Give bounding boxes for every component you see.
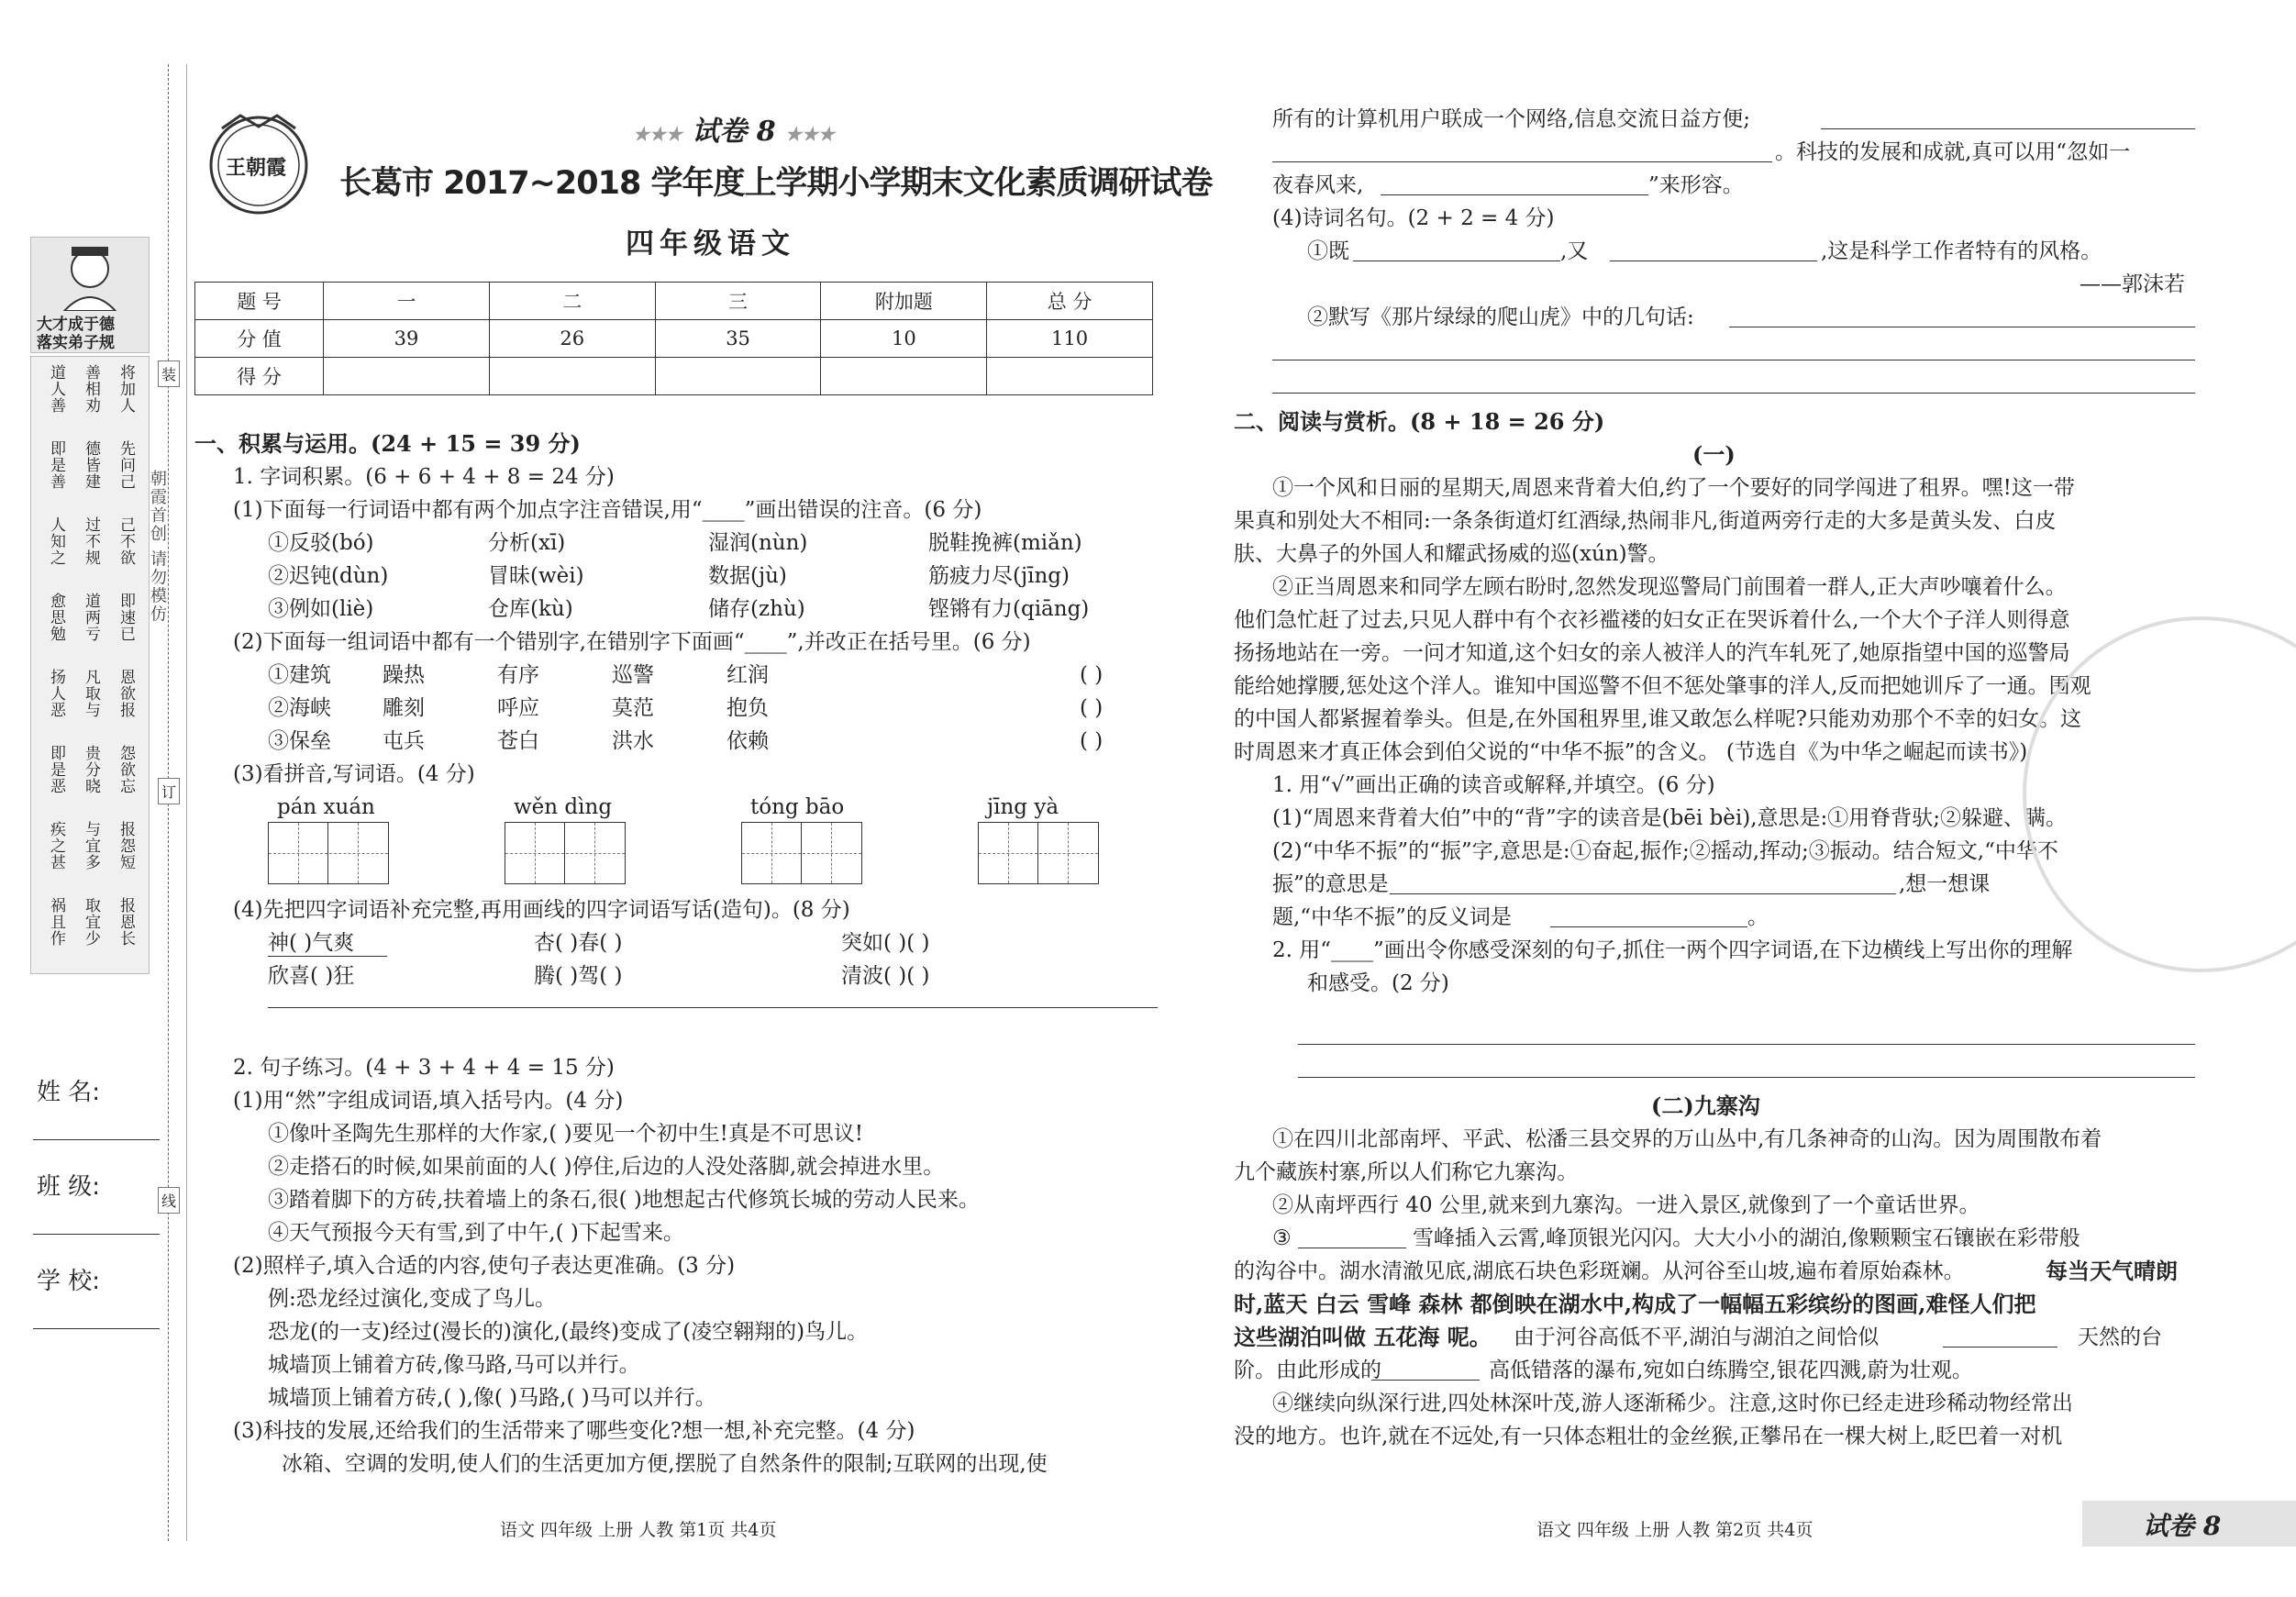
passage-line: ①一个风和日丽的星期天,周恩来背着大伯,约了一个要好的同学闯进了租界。嘿!这一带 xyxy=(1272,476,2075,500)
motto-column: 过不规 xyxy=(82,516,100,566)
answer-blank[interactable] xyxy=(1550,926,1747,927)
student-field-line[interactable] xyxy=(33,1328,160,1329)
page2-footer: 语文 四年级 上册 人教 第2页 共4页 xyxy=(1536,1520,1814,1540)
answer-blank[interactable] xyxy=(1390,893,1896,894)
word-item: 依赖 xyxy=(727,729,769,753)
word-item: 屯兵 xyxy=(383,729,425,753)
idiom-item: 欣喜( )狂 xyxy=(268,964,355,988)
passage-line: 阶。由此形成的 xyxy=(1234,1359,1381,1382)
pinyin-item: ②迟钝(dùn) xyxy=(268,564,389,588)
passage-line: 这些湖泊叫做 五花海 呢。 xyxy=(1234,1324,1492,1350)
binding-line-right xyxy=(186,64,187,1541)
word-item: 抱负 xyxy=(727,696,769,720)
exam-title: 长葛市 2017~2018 学年度上学期小学期末文化素质调研试卷 xyxy=(339,165,1213,202)
text-line: ①像叶圣陶先生那样的大作家,( )要见一个初中生!真是不可思议! xyxy=(268,1122,864,1146)
text-line: (2)“中华不振”的“振”字,意思是:①奋起,振作;②摇动,挥动;③振动。结合短文,“中华不 xyxy=(1272,839,2058,863)
motto-column: 先问己 xyxy=(116,440,135,490)
idiom-underline xyxy=(268,956,387,957)
corner-label: 试卷 8 xyxy=(2143,1511,2222,1541)
passage-line: 高低错落的瀑布,宛如白练腾空,银花四溅,蔚为壮观。 xyxy=(1489,1359,1973,1382)
motto-column: 与宜多 xyxy=(82,821,100,871)
text-line: ①既 xyxy=(1307,239,1349,263)
idiom-item: 突如( )( ) xyxy=(841,931,930,955)
question-title: (1)下面每一行词语中都有两个加点字注音错误,用“____”画出错误的注音。(6 分) xyxy=(233,498,982,522)
motto-top: 大才成于德 xyxy=(37,316,115,334)
text-line: 。科技的发展和成就,真可以用“忽如一 xyxy=(1775,140,2131,164)
pinyin-item: 数据(jù) xyxy=(708,564,787,588)
passage-line: 能给她撑腰,惩处这个洋人。谁知中国巡警不但不惩处肇事的洋人,反而把她训斥了一通。围观 xyxy=(1234,674,2091,698)
subject-title: 四年级语文 xyxy=(626,227,795,261)
passage-line: ②正当周恩来和同学左顾右盼时,忽然发现巡警局门前围着一群人,正大声吵嚷着什么。 xyxy=(1272,575,2067,599)
score-row-header: 分 值 xyxy=(195,320,324,358)
score-table xyxy=(194,282,1153,395)
question-title: (3)看拼音,写词语。(4 分) xyxy=(233,762,475,786)
scholar-figure-icon xyxy=(31,238,149,311)
passage-line: 他们急忙赶了过去,只见人群中有个衣衫褴褛的妇女正在哭诉着什么,一个大个子洋人则得意 xyxy=(1234,608,2070,632)
score-cell-input[interactable] xyxy=(655,358,821,395)
question-title: (4)诗词名句。(2 + 2 = 4 分) xyxy=(1272,206,1555,230)
passage-title: (一) xyxy=(1692,441,1736,468)
text-line: ,又 xyxy=(1560,239,1589,263)
text-line: 恐龙(的一支)经过(漫长的)演化,(最终)变成了(凌空翱翔的)鸟儿。 xyxy=(268,1320,869,1344)
text-line: ③踏着脚下的方砖,扶着墙上的条石,很( )地想起古代修筑长城的劳动人民来。 xyxy=(268,1188,980,1212)
score-row xyxy=(195,320,1153,358)
text-line: ,这是科学工作者特有的风格。 xyxy=(1821,239,2102,263)
score-row-header: 题 号 xyxy=(195,283,324,320)
motto-column: 道两亏 xyxy=(82,593,100,642)
idiom-item: 清波( )( ) xyxy=(841,964,930,988)
text-line: 振”的意思是 xyxy=(1272,872,1389,896)
passage-line: ③ xyxy=(1272,1226,1292,1250)
passage-line: 没的地方。也许,就在不远处,有一只体态粗壮的金丝猴,正攀吊在一棵大树上,眨巴着一对机 xyxy=(1234,1425,2063,1448)
score-cell-input[interactable] xyxy=(489,358,655,395)
motto-column: 恩欲报 xyxy=(116,669,135,718)
score-cell: 10 xyxy=(821,320,987,358)
motto-column: 即是恶 xyxy=(47,745,65,794)
section-heading: 二、阅读与赏析。(8 + 18 = 26 分) xyxy=(1234,408,1605,435)
score-cell: 三 xyxy=(655,283,821,320)
score-cell: 二 xyxy=(489,283,655,320)
passage-line: 的中国人都紧握着拳头。但是,在外国租界里,谁又敢怎么样呢?只能劝劝那个不幸的妇女。这 xyxy=(1234,707,2081,731)
idiom-item: 杏( )春( ) xyxy=(534,931,623,955)
student-field-line[interactable] xyxy=(33,1139,160,1140)
question-title: (2)下面每一组词语中都有一个错别字,在错别字下面画“____”,并改正在括号里。(6 分) xyxy=(233,630,1031,654)
student-field-label: 学 校: xyxy=(37,1268,101,1295)
answer-blank[interactable] xyxy=(1371,1380,1480,1381)
passage-line: 每当天气晴朗 xyxy=(2046,1258,2178,1284)
score-cell: 总 分 xyxy=(987,283,1153,320)
score-cell: 39 xyxy=(324,320,490,358)
passage-line: 天然的台 xyxy=(2078,1325,2162,1349)
word-item: ②海峡 xyxy=(268,696,331,720)
motto-column: 人知之 xyxy=(47,516,65,566)
motto-column: 愈思勉 xyxy=(47,593,65,642)
score-cell-input[interactable] xyxy=(821,358,987,395)
brand-logo xyxy=(194,108,323,218)
question-title: 2. 句子练习。(4 + 3 + 4 + 4 = 15 分) xyxy=(233,1056,615,1080)
pinyin-item: 铿锵有力(qiāng) xyxy=(928,597,1090,621)
word-item: 躁热 xyxy=(383,663,425,687)
section-heading: 一、积累与运用。(24 + 15 = 39 分) xyxy=(194,430,581,457)
word-item: ③保垒 xyxy=(268,729,331,753)
text-line: 例:恐龙经过演化,变成了鸟儿。 xyxy=(268,1287,557,1311)
question-title: (3)科技的发展,还给我们的生活带来了哪些变化?想一想,补充完整。(4 分) xyxy=(233,1419,915,1443)
word-item: 红润 xyxy=(727,663,769,687)
answer-blank: ( ) xyxy=(1080,696,1104,720)
passage-line: 雪峰插入云霄,峰顶银光闪闪。大大小小的湖泊,像颗颗宝石镶嵌在彩带般 xyxy=(1413,1226,2080,1250)
question-title: 1. 用“√”画出正确的读音或解释,并填空。(6 分) xyxy=(1272,773,1715,797)
writing-grid[interactable] xyxy=(978,822,1099,884)
word-item: 洪水 xyxy=(612,729,654,753)
text-line: 夜春风来, xyxy=(1272,173,1364,197)
motto-column: 即是善 xyxy=(47,440,65,490)
text-line: 。 xyxy=(1747,905,1769,929)
student-field-line[interactable] xyxy=(33,1234,160,1235)
answer-blank[interactable] xyxy=(1298,1044,2195,1045)
cartoon-badge xyxy=(30,237,150,353)
answer-blank[interactable] xyxy=(1272,393,2195,394)
motto-column: 即速已 xyxy=(116,593,135,642)
text-line: ②走搭石的时候,如果前面的人( )停住,后边的人没处落脚,就会掉进水里。 xyxy=(268,1155,945,1179)
grid-pinyin: tóng bāo xyxy=(750,795,845,819)
brand-name: 王朝霞 xyxy=(226,156,287,180)
writing-grid[interactable] xyxy=(741,822,862,884)
idiom-item: 神( )气爽 xyxy=(268,931,355,955)
writing-grid[interactable] xyxy=(505,822,626,884)
answer-blank[interactable] xyxy=(1298,1077,2195,1078)
passage-line: 肤、大鼻子的外国人和耀武扬威的巡(xún)警。 xyxy=(1234,542,1669,566)
answer-blank[interactable] xyxy=(1381,194,1648,195)
passage-line: 的沟谷中。湖水清澈见底,湖底石块色彩斑斓。从河谷至山坡,遍布着原始森林。 xyxy=(1234,1259,1965,1283)
series-label: ★★★ 试卷 8 ★★★ xyxy=(633,116,835,148)
text-line: 冰箱、空调的发明,使人们的生活更加方便,摆脱了自然条件的限制;互联网的出现,使 xyxy=(282,1452,1048,1476)
passage-line: ④继续向纵深行进,四处林深叶茂,游人逐渐稀少。注意,这时你已经走进珍稀动物经常出 xyxy=(1272,1392,2073,1415)
answer-blank: ( ) xyxy=(1080,729,1104,753)
score-cell: 26 xyxy=(489,320,655,358)
side-note: 朝霞首创 请勿模仿 xyxy=(148,470,167,624)
passage-line: 由于河谷高低不平,湖泊与湖泊之间恰似 xyxy=(1514,1325,1880,1349)
text-line: ”来形容。 xyxy=(1648,173,1744,197)
idiom-item: 腾( )驾( ) xyxy=(534,964,623,988)
motto-column: 德皆建 xyxy=(82,440,100,490)
score-row xyxy=(195,283,1153,320)
passage-line: 时周恩来才真正体会到伯父说的“中华不振”的含义。 (节选自《为中华之崛起而读书》) xyxy=(1234,740,2028,764)
score-cell-input[interactable] xyxy=(324,358,490,395)
question-title: (2)照样子,填入合适的内容,使句子表达更准确。(3 分) xyxy=(233,1254,736,1278)
word-item: 巡警 xyxy=(612,663,654,687)
motto-column: 凡取与 xyxy=(82,669,100,718)
score-row-header: 得 分 xyxy=(195,358,324,395)
grid-pinyin: wěn dìng xyxy=(514,795,613,819)
pinyin-item: 冒昧(wèi) xyxy=(488,564,584,588)
passage-line: 扬扬地站在一旁。一问才知道,这个妇女的亲人被洋人的汽车轧死了,她原指望中国的巡警局 xyxy=(1234,641,2070,665)
question-title: (1)用“然”字组成词语,填入括号内。(4 分) xyxy=(233,1089,624,1113)
motto-column: 取宜少 xyxy=(82,897,100,947)
pinyin-item: 分析(xī) xyxy=(488,531,566,555)
student-field-label: 班 级: xyxy=(37,1173,101,1201)
word-item: 莫范 xyxy=(612,696,654,720)
answer-blank: ( ) xyxy=(1080,663,1104,687)
motto-column: 善相劝 xyxy=(82,364,100,414)
word-item: 呼应 xyxy=(497,696,539,720)
binding-strip xyxy=(0,0,177,1597)
pinyin-item: 筋疲力尽(jīng) xyxy=(928,564,1070,588)
motto-column: 祸且作 xyxy=(47,897,65,947)
text-line: 城墙顶上铺着方砖,像马路,马可以并行。 xyxy=(268,1353,640,1377)
text-line: (1)“周恩来背着大伯”中的“背”字的读音是(bēi bèi),意思是:①用脊背驮;②躲避、瞒。 xyxy=(1272,806,2068,830)
grid-pinyin: pán xuán xyxy=(277,795,375,819)
motto-column: 疾之甚 xyxy=(47,821,65,871)
text-line: 和感受。(2 分) xyxy=(1307,971,1449,995)
passage-line: ②从南坪西行 40 公里,就来到九寨沟。一进入景区,就像到了一个童话世界。 xyxy=(1272,1193,1980,1217)
motto-column: 将加人 xyxy=(116,364,135,414)
text-line: ,想一想课 xyxy=(1899,872,1991,896)
side-line: 线 xyxy=(158,1187,180,1214)
pinyin-item: 储存(zhù) xyxy=(708,597,805,621)
student-field-label: 姓 名: xyxy=(37,1079,101,1106)
series-text: 试卷 8 xyxy=(692,116,776,148)
pinyin-item: 湿润(nùn) xyxy=(708,531,808,555)
page1-footer: 语文 四年级 上册 人教 第1页 共4页 xyxy=(500,1520,777,1540)
text-line: ——郭沫若 xyxy=(2080,272,2185,296)
text-line: 城墙顶上铺着方砖,( ),像( )马路,( )马可以并行。 xyxy=(268,1386,716,1410)
score-row xyxy=(195,358,1153,395)
question-title: 2. 用“____”画出令你感受深刻的句子,抓住一两个四字词语,在下边横线上写出你的理解 xyxy=(1272,938,2073,962)
passage-line: ①在四川北部南坪、平武、松潘三县交界的万山丛中,有几条神奇的山沟。因为周围散布着 xyxy=(1272,1127,2102,1151)
score-cell: 附加题 xyxy=(821,283,987,320)
score-cell: 35 xyxy=(655,320,821,358)
passage-title: (二)九寨沟 xyxy=(1651,1092,1760,1119)
motto-column: 怨欲忘 xyxy=(116,745,135,794)
motto-column: 贵分晓 xyxy=(82,745,100,794)
side-order: 订 xyxy=(158,778,180,804)
text-line: ④天气预报今天有雪,到了中午,( )下起雪来。 xyxy=(268,1221,684,1245)
side-seal: 装 xyxy=(158,360,180,387)
pinyin-item: ①反驳(bó) xyxy=(268,531,374,555)
answer-line[interactable] xyxy=(268,1007,1158,1008)
score-cell-input[interactable] xyxy=(987,358,1153,395)
score-cell: 110 xyxy=(987,320,1153,358)
writing-grid[interactable] xyxy=(268,822,389,884)
score-cell: 一 xyxy=(324,283,490,320)
corner-tab xyxy=(2082,1501,2296,1547)
motto-column: 报怨短 xyxy=(116,821,135,871)
question-title: 1. 字词积累。(6 + 6 + 4 + 8 = 24 分) xyxy=(233,465,615,489)
question-title: (4)先把四字词语补充完整,再用画线的四字词语写话(造句)。(8 分) xyxy=(233,898,850,922)
word-item: 苍白 xyxy=(497,729,539,753)
motto-column: 报恩长 xyxy=(116,897,135,947)
text-line: 所有的计算机用户联成一个网络,信息交流日益方便; xyxy=(1272,107,1751,131)
motto-bottom: 落实弟子规 xyxy=(37,334,115,352)
word-item: 雕刻 xyxy=(383,696,425,720)
motto-grid xyxy=(30,356,150,974)
text-line: ②默写《那片绿绿的爬山虎》中的几句话: xyxy=(1307,305,1694,329)
pinyin-item: 仓库(kù) xyxy=(488,597,573,621)
pinyin-item: 脱鞋挽裤(miǎn) xyxy=(928,531,1082,555)
motto-column: 己不欲 xyxy=(116,516,135,566)
passage-line: 时,蓝天 白云 雪峰 森林 都倒映在湖水中,构成了一幅幅五彩缤纷的图画,难怪人们把 xyxy=(1234,1291,2036,1317)
passage-line: 果真和别处大不相同:一条条街道灯红酒绿,热闹非凡,街道两旁行走的大多是黄头发、白皮 xyxy=(1234,509,2057,533)
text-line: 题,“中华不振”的反义词是 xyxy=(1272,905,1512,929)
motto-column: 扬人恶 xyxy=(47,669,65,718)
motto-column: 道人善 xyxy=(47,364,65,414)
word-item: 有序 xyxy=(497,663,539,687)
passage-line: 九个藏族村寨,所以人们称它九寨沟。 xyxy=(1234,1160,1579,1184)
grid-pinyin: jīng yà xyxy=(987,795,1059,819)
word-item: ①建筑 xyxy=(268,663,331,687)
pinyin-item: ③例如(liè) xyxy=(268,597,374,621)
answer-blank[interactable] xyxy=(1821,128,2195,129)
answer-blank[interactable] xyxy=(1272,161,1772,162)
